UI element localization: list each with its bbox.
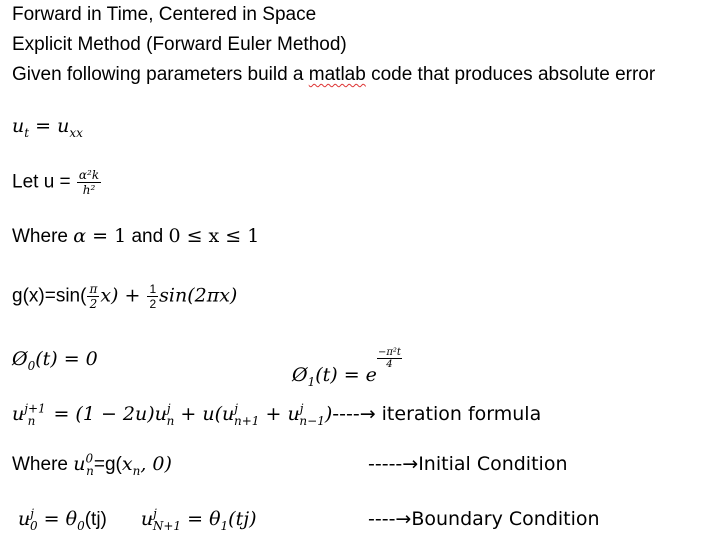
boundary-sup1: j bbox=[30, 506, 34, 521]
iter-u2: u bbox=[154, 403, 167, 425]
g-frac-1-2 bbox=[147, 282, 158, 311]
g-frac1-numerator: π bbox=[89, 282, 98, 296]
g-frac1-denominator: 2 bbox=[89, 297, 98, 311]
initial-condition-label: -----→Initial Condition bbox=[368, 453, 568, 475]
g-function bbox=[12, 282, 237, 311]
iter-u4: u bbox=[287, 403, 300, 425]
boundary-eq1: = bbox=[37, 508, 66, 530]
iter-sub3: n+1 bbox=[234, 413, 260, 428]
phi0-condition bbox=[12, 347, 98, 371]
g-frac2-numerator: 1 bbox=[149, 282, 157, 296]
phi1-sub: 1 bbox=[307, 374, 316, 389]
phi1-rest: (t) = e bbox=[315, 364, 377, 386]
iter-sub2: n bbox=[166, 413, 175, 428]
phi1-exp-numerator: −π²t bbox=[377, 347, 401, 358]
g-prefix: g(x)=sin( bbox=[12, 285, 87, 307]
boundary-arg2: (tj) bbox=[228, 508, 257, 530]
phi1-exponent bbox=[377, 347, 402, 370]
g-part1-end: x) bbox=[100, 284, 119, 307]
boundary-condition-label: ----→Boundary Condition bbox=[368, 508, 600, 530]
alpha-value: = 1 bbox=[86, 225, 127, 247]
iter-u-lhs: u bbox=[12, 403, 25, 425]
where-alpha bbox=[12, 224, 259, 249]
iter-sub-lhs: n bbox=[27, 413, 36, 428]
phi0-rest: (t) = 0 bbox=[35, 348, 98, 370]
heading-title: Forward in Time, Centered in Space bbox=[12, 4, 317, 25]
boundary-theta2-sub: 1 bbox=[220, 518, 229, 533]
initial-u: u bbox=[73, 453, 86, 475]
initial-rest: =g( bbox=[93, 454, 122, 475]
initial-condition bbox=[12, 452, 172, 477]
boundary-condition bbox=[18, 507, 257, 532]
x-domain: 0 ≤ x ≤ 1 bbox=[168, 225, 260, 247]
g-frac-pi-2 bbox=[87, 282, 99, 311]
pde-lhs-sub: t bbox=[24, 125, 30, 140]
iter-sup-lhs: j+1 bbox=[24, 401, 46, 416]
initial-x: x bbox=[121, 453, 133, 475]
pde-rhs: u bbox=[57, 115, 70, 137]
iter-plus2: + bbox=[259, 403, 288, 425]
iter-close: ) bbox=[324, 403, 333, 425]
pde-equation bbox=[12, 114, 83, 138]
initial-end: , 0) bbox=[140, 453, 172, 475]
alpha-symbol: α bbox=[73, 225, 87, 247]
instructions-end: code that produces absolute error bbox=[365, 64, 656, 85]
phi1-condition bbox=[292, 347, 402, 387]
g-frac2-denominator: 2 bbox=[149, 297, 157, 311]
boundary-arg1: (tj) bbox=[84, 509, 107, 530]
initial-prefix: Where bbox=[12, 454, 74, 475]
initial-x-sub: n bbox=[132, 463, 141, 478]
phi1-exp-denominator: 4 bbox=[386, 359, 393, 370]
iter-sup4: j bbox=[299, 401, 304, 416]
boundary-u1: u bbox=[18, 508, 31, 530]
misspelled-word: matlab bbox=[308, 64, 366, 85]
iter-u3: u bbox=[222, 403, 235, 425]
iteration-formula bbox=[12, 402, 541, 427]
let-u-definition bbox=[12, 168, 102, 197]
instructions-start: Given following parameters build a bbox=[12, 64, 309, 85]
boundary-theta2: θ bbox=[209, 508, 221, 530]
phi0-sub: 0 bbox=[27, 358, 36, 373]
boundary-theta1-sub: 0 bbox=[77, 518, 85, 533]
iter-equals: = (1 − 2u) bbox=[47, 403, 155, 425]
phi1-symbol: Ø bbox=[292, 364, 308, 386]
boundary-u2: u bbox=[140, 508, 154, 530]
let-u-fraction bbox=[77, 168, 101, 197]
where-alpha-prefix: Where bbox=[12, 226, 74, 247]
g-plus: + bbox=[118, 284, 147, 307]
g-part2: sin(2πx) bbox=[159, 284, 238, 307]
iter-sub4: n−1 bbox=[299, 413, 325, 428]
initial-sup: 0 bbox=[85, 451, 94, 466]
iter-sup2: j bbox=[166, 401, 171, 416]
let-u-label: Let u = bbox=[12, 171, 71, 193]
let-u-numerator: α²k bbox=[78, 168, 100, 182]
where-alpha-and: and bbox=[126, 226, 169, 247]
boundary-sup2: j bbox=[153, 506, 157, 521]
boundary-sub1: 0 bbox=[29, 518, 38, 533]
pde-rhs-sub: xx bbox=[69, 125, 83, 140]
heading-method: Explicit Method (Forward Euler Method) bbox=[12, 34, 347, 55]
heading-instructions bbox=[12, 64, 655, 86]
boundary-theta1: θ bbox=[65, 508, 78, 530]
initial-sub: n bbox=[86, 463, 94, 478]
boundary-eq2: = bbox=[181, 508, 210, 530]
pde-lhs: u bbox=[12, 115, 25, 137]
iter-plus1: + u( bbox=[174, 403, 223, 425]
let-u-denominator: h² bbox=[82, 183, 96, 197]
iteration-label: ----→ iteration formula bbox=[332, 403, 542, 425]
boundary-sub2: N+1 bbox=[152, 518, 182, 533]
pde-equals: = bbox=[29, 115, 58, 137]
iter-sup3: j bbox=[234, 401, 239, 416]
phi0-symbol: Ø bbox=[12, 348, 28, 370]
